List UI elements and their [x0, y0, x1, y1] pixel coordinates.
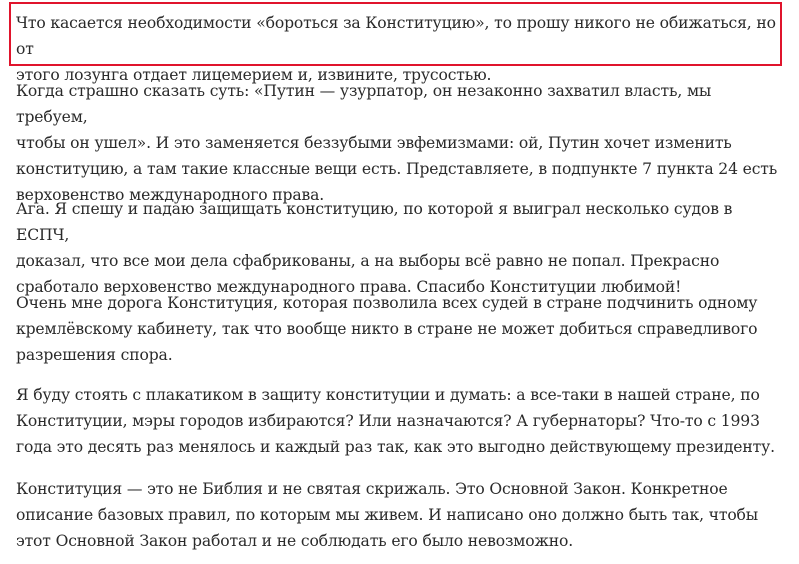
paragraph: Когда страшно сказать суть: «Путин — узурпатор, он незаконно захватил власть, мы требуем, чтобы он ушел». И это заменяется беззубыми эвфемизмами: ой, Путин хочет изменить конституцию, а там такие классные вещи есть. Представляете, в подпункте 7 пункта 24 есть верховенство международного права. — [16, 82, 778, 204]
highlighted-paragraph: Что касается необходимости «бороться за Конституцию», то прошу никого не обижаться, но от этого лозунга отдает лицемерием и, извините, трусостью. — [16, 14, 776, 84]
paragraph: Очень мне дорога Конституция, которая позволила всех судей в стране подчинить одному кремлёвскому кабинету, так что вообще никто в стране не может добиться справедливого разрешения спора. — [16, 294, 758, 364]
paragraph: Конституция — это не Библия и не святая скрижаль. Это Основной Закон. Конкретное описание базовых правил, по которым мы живем. И написано оно должно быть так, чтобы этот Основной Закон работал и не соблюдать его было невозможно. — [16, 480, 759, 550]
paragraph: Ага. Я спешу и падаю защищать конституцию, по которой я выиграл несколько судов в ЕСПЧ, доказал, что все мои дела сфабрикованы, а на выборы всё равно не попал. Прекрасно сработало верховенство международного права. Спасибо Конституции любимой! — [16, 200, 733, 296]
paragraph: Я буду стоять с плакатиком в защиту конституции и думать: а все-таки в нашей стране, по Конституции, мэры городов избираются? Или назначаются? А губернаторы? Что-то с 1993 года это десять раз менялось и каждый раз так, как это выгодно действующему президенту. — [16, 386, 775, 456]
